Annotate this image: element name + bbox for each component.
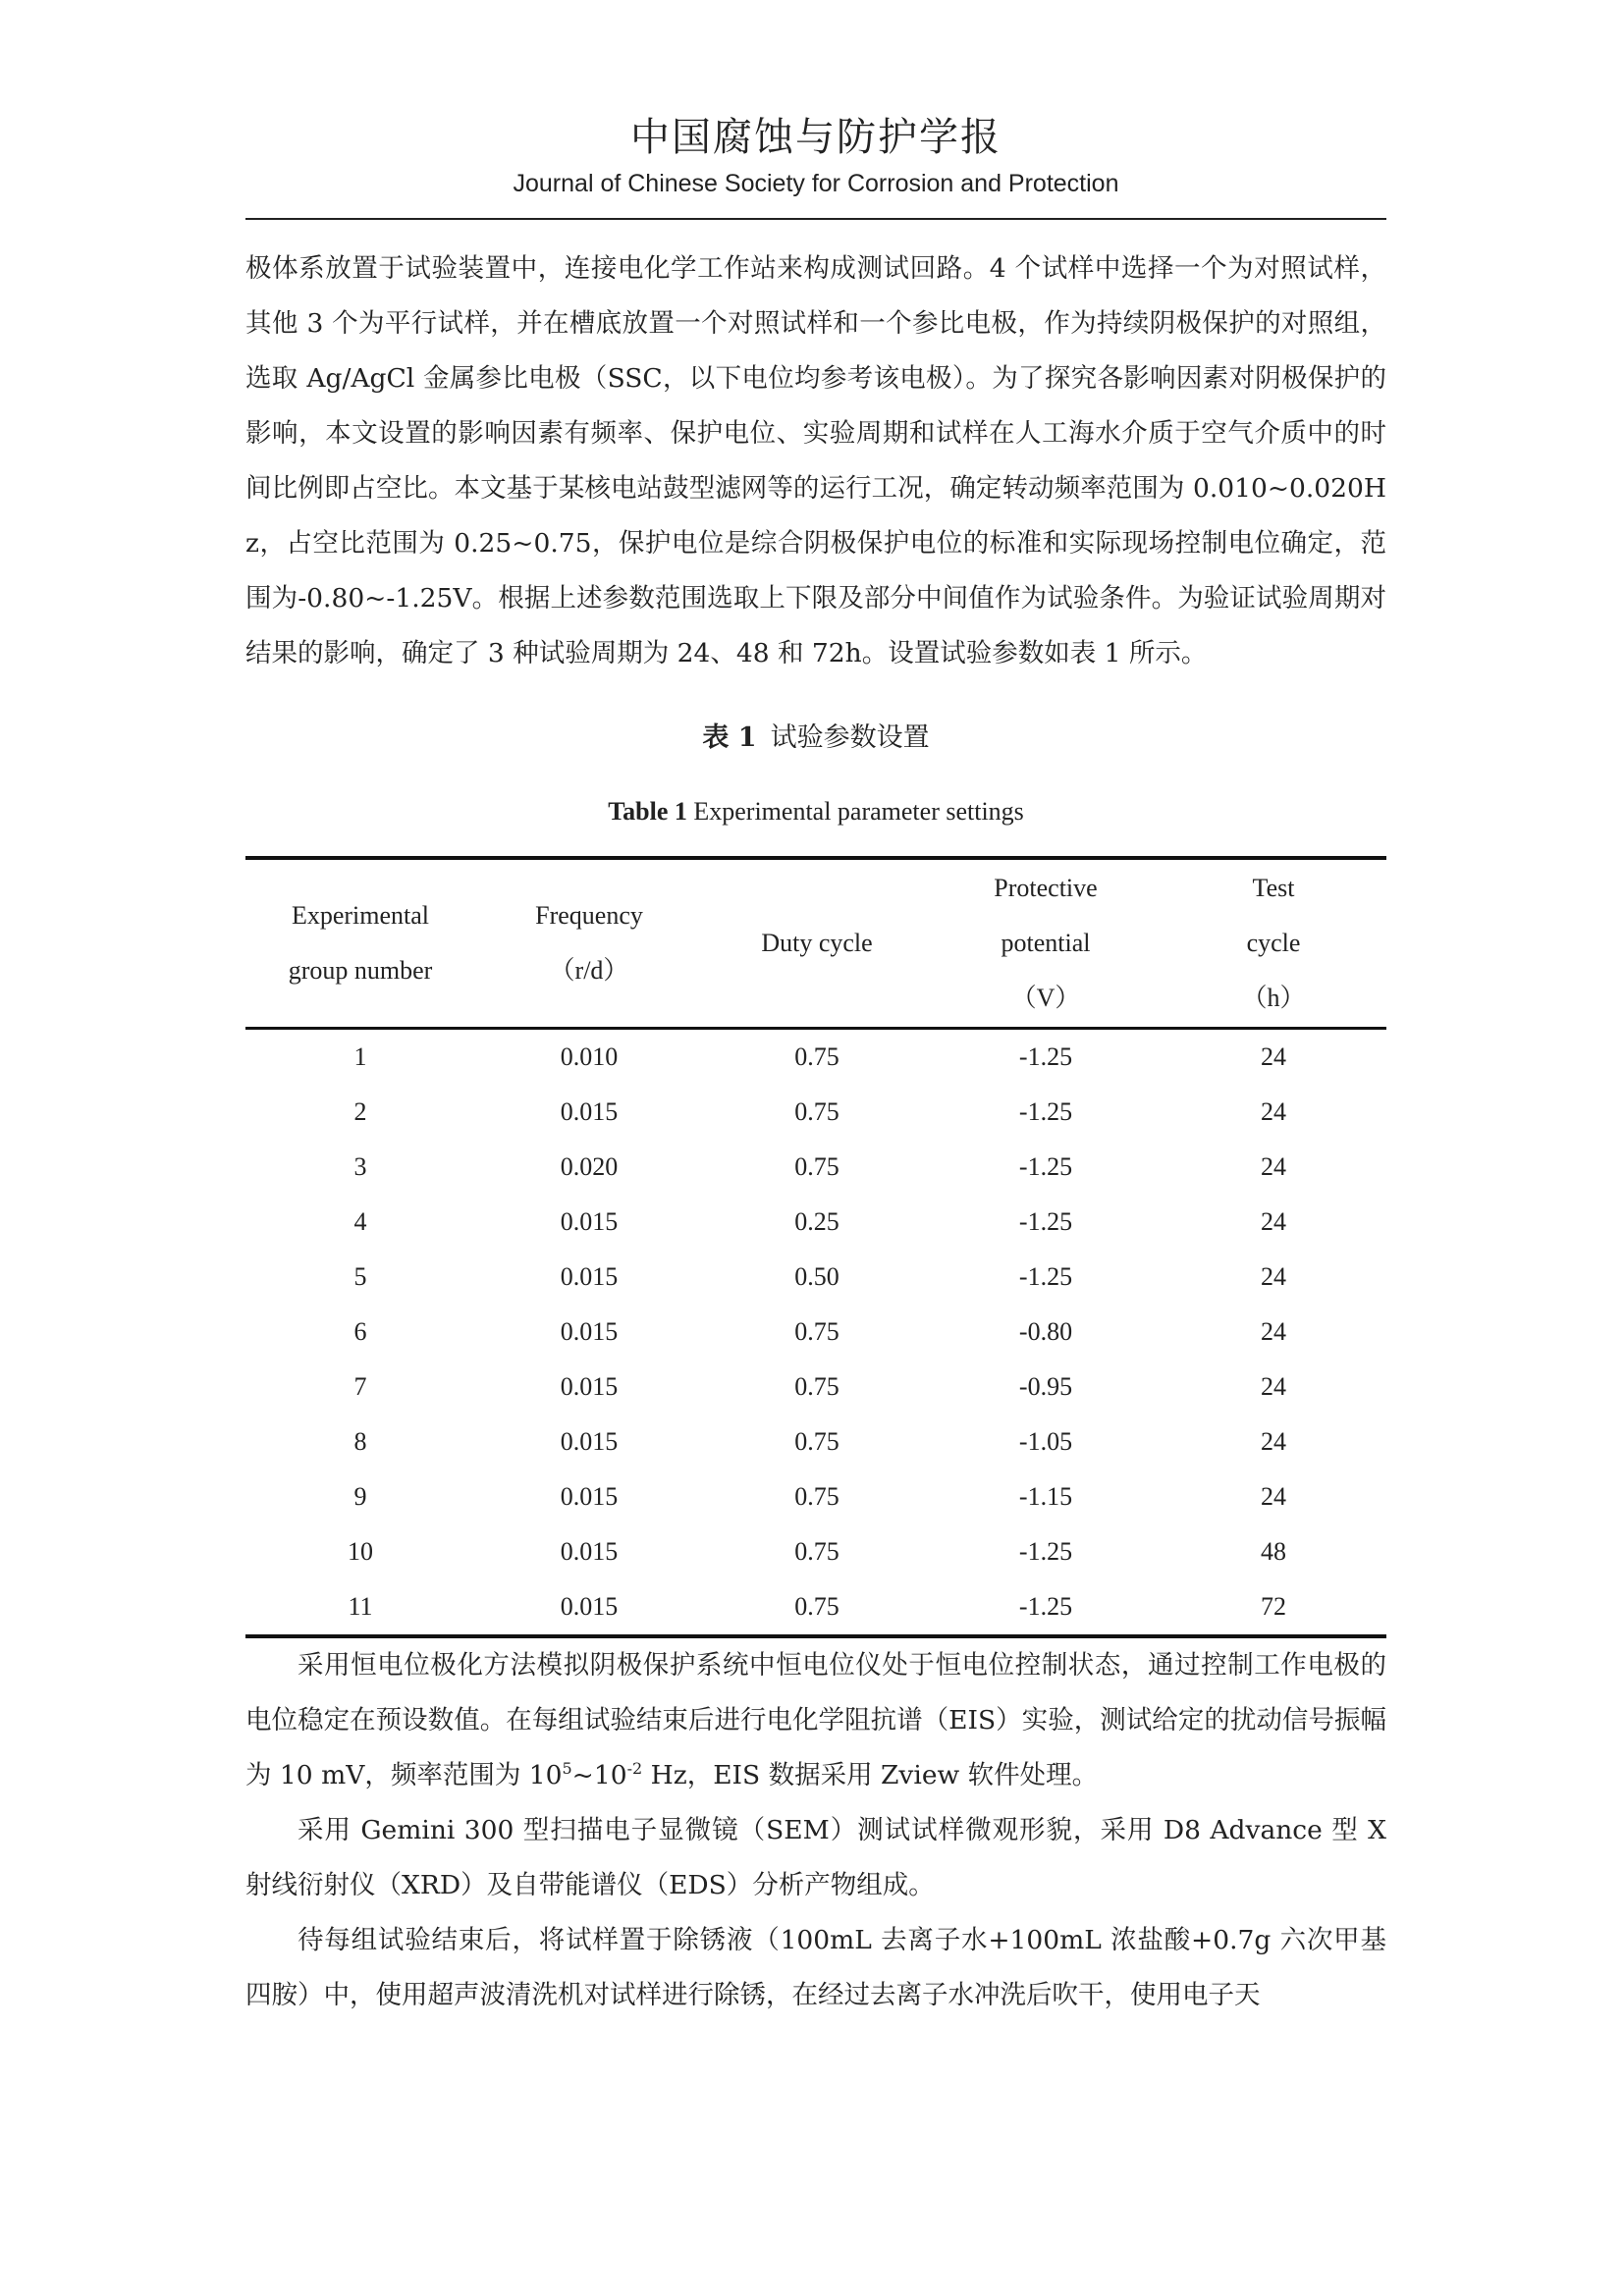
cell-test-cycle: 24 bbox=[1261, 1482, 1286, 1511]
journal-title-english: Journal of Chinese Society for Corrosion and Protection bbox=[513, 170, 1119, 197]
parameter-table-header bbox=[245, 858, 1386, 1029]
cell-protective-potential: -1.25 bbox=[1018, 1152, 1073, 1181]
cell-test-cycle: 24 bbox=[1261, 1207, 1286, 1236]
cell-frequency: 0.015 bbox=[560, 1372, 619, 1401]
journal-header bbox=[245, 112, 1386, 220]
cell-duty-cycle: 0.75 bbox=[794, 1317, 839, 1346]
cell-protective-potential: -1.25 bbox=[1018, 1207, 1073, 1236]
cell-test-cycle: 48 bbox=[1261, 1537, 1286, 1566]
cell-frequency: 0.020 bbox=[560, 1152, 619, 1181]
cell-protective-potential: -1.25 bbox=[1018, 1097, 1073, 1126]
cell-group-number: 1 bbox=[353, 1042, 367, 1071]
table-caption-english-text: Experimental parameter settings bbox=[693, 797, 1024, 826]
header-line: Frequency bbox=[535, 901, 643, 930]
cell-duty-cycle: 0.75 bbox=[703, 1579, 931, 1636]
table-row bbox=[245, 1250, 1386, 1305]
cell-protective-potential: -1.25 bbox=[1018, 1042, 1073, 1071]
cell-frequency: 0.010 bbox=[560, 1042, 619, 1071]
cell-frequency: 0.015 bbox=[560, 1317, 619, 1346]
header-line: Duty cycle bbox=[761, 929, 873, 957]
cell-duty-cycle: 0.25 bbox=[794, 1207, 839, 1236]
cell-duty-cycle: 0.75 bbox=[794, 1482, 839, 1511]
table-row bbox=[245, 1305, 1386, 1360]
eis-paragraph bbox=[245, 1638, 1386, 1803]
rust-removal-paragraph: 待每组试验结束后，将试样置于除锈液（100mL 去离子水+100mL 浓盐酸+0.7g 六次甲基四胺）中，使用超声波清洗机对试样进行除锈，在经过去离子水冲洗后吹干，使用电子天 bbox=[245, 1925, 1386, 2010]
cell-group-number: 4 bbox=[353, 1207, 367, 1236]
table-row bbox=[245, 1469, 1386, 1524]
cell-protective-potential: -1.25 bbox=[931, 1579, 1161, 1636]
table-caption-chinese-label: 表 1 bbox=[702, 722, 757, 753]
cell-protective-potential: -1.05 bbox=[1018, 1427, 1073, 1456]
header-protective-potential bbox=[931, 858, 1161, 1029]
header-line: （r/d） bbox=[549, 956, 629, 985]
header-line: （h） bbox=[1241, 984, 1306, 1012]
eis-text-middle: ~10 bbox=[571, 1760, 627, 1790]
eis-exponent-lower: -2 bbox=[626, 1759, 643, 1779]
table-row bbox=[245, 1029, 1386, 1086]
cell-frequency: 0.015 bbox=[475, 1579, 703, 1636]
journal-title-chinese: 中国腐蚀与防护学报 bbox=[630, 115, 1001, 160]
cell-frequency: 0.015 bbox=[560, 1262, 619, 1291]
page-body bbox=[245, 241, 1386, 2023]
header-line: Protective bbox=[994, 874, 1098, 902]
header-line: （V） bbox=[1010, 984, 1081, 1012]
cell-test-cycle: 24 bbox=[1261, 1262, 1286, 1291]
parameter-table bbox=[245, 856, 1386, 1638]
cell-test-cycle: 24 bbox=[1261, 1097, 1286, 1126]
cell-protective-potential: -0.80 bbox=[1018, 1317, 1073, 1346]
table-row bbox=[245, 1140, 1386, 1195]
cell-duty-cycle: 0.75 bbox=[794, 1152, 839, 1181]
cell-frequency: 0.015 bbox=[560, 1482, 619, 1511]
table-caption-chinese-text: 试验参数设置 bbox=[770, 722, 930, 753]
cell-protective-potential: -1.25 bbox=[1018, 1537, 1073, 1566]
table-caption-english bbox=[245, 793, 1386, 830]
cell-group-number: 10 bbox=[348, 1537, 373, 1566]
header-duty-cycle bbox=[703, 858, 931, 1029]
cell-test-cycle: 24 bbox=[1261, 1427, 1286, 1456]
cell-protective-potential: -0.95 bbox=[1018, 1372, 1073, 1401]
header-line: cycle bbox=[1246, 929, 1301, 957]
cell-duty-cycle: 0.75 bbox=[794, 1372, 839, 1401]
table-header-row bbox=[245, 858, 1386, 1029]
intro-paragraph: 极体系放置于试验装置中，连接电化学工作站来构成测试回路。4 个试样中选择一个为对照试样，其他 3 个为平行试样，并在槽底放置一个对照试样和一个参比电极，作为持续阴极保护的对照组，选取 Ag/AgCl 金属参比电极（SSC，以下电位均参考该电极）。为了探究各影响因素对阴极保护的影响，本文设置的影响因素有频率、保护电位、实验周期和试样在人工海水介质于空气介质中的时间比例即占空比。本文基于某核电站鼓型滤网等的运行工况，确定转动频率范围为 0.010~0.020Hz，占空比范围为 0.25~0.75，保护电位是综合阴极保护电位的标准和实际现场控制电位确定，范围为-0.80~-1.25V。根据上述参数范围选取上下限及部分中间值作为试验条件。为验证试验周期对结果的影响，确定了 3 种试验周期为 24、48 和 72h。设置试验参数如表 1 所示。 bbox=[245, 253, 1386, 668]
header-group-number bbox=[245, 858, 475, 1029]
cell-duty-cycle: 0.75 bbox=[794, 1427, 839, 1456]
cell-duty-cycle: 0.75 bbox=[794, 1097, 839, 1126]
eis-exponent-upper: 5 bbox=[562, 1759, 572, 1779]
cell-protective-potential: -1.15 bbox=[1018, 1482, 1073, 1511]
cell-group-number: 9 bbox=[353, 1482, 367, 1511]
cell-test-cycle: 24 bbox=[1261, 1317, 1286, 1346]
cell-group-number: 6 bbox=[353, 1317, 367, 1346]
eis-text-end: Hz，EIS 数据采用 Zview 软件处理。 bbox=[642, 1760, 1099, 1790]
cell-group-number: 3 bbox=[353, 1152, 367, 1181]
cell-duty-cycle: 0.75 bbox=[794, 1042, 839, 1071]
cell-group-number: 5 bbox=[353, 1262, 367, 1291]
header-line: potential bbox=[1001, 929, 1091, 957]
cell-frequency: 0.015 bbox=[560, 1097, 619, 1126]
table-row bbox=[245, 1195, 1386, 1250]
cell-group-number: 7 bbox=[353, 1372, 367, 1401]
cell-group-number: 2 bbox=[353, 1097, 367, 1126]
table-caption-chinese bbox=[245, 719, 1386, 758]
cell-protective-potential: -1.25 bbox=[1018, 1262, 1073, 1291]
header-test-cycle bbox=[1161, 858, 1386, 1029]
table-row bbox=[245, 1085, 1386, 1140]
header-line: Test bbox=[1252, 874, 1295, 902]
cell-test-cycle: 72 bbox=[1161, 1579, 1386, 1636]
cell-frequency: 0.015 bbox=[560, 1537, 619, 1566]
parameter-table-body bbox=[245, 1029, 1386, 1637]
cell-frequency: 0.015 bbox=[560, 1427, 619, 1456]
header-line: group number bbox=[288, 956, 433, 985]
cell-group-number: 8 bbox=[353, 1427, 367, 1456]
table-row bbox=[245, 1524, 1386, 1579]
cell-test-cycle: 24 bbox=[1261, 1372, 1286, 1401]
header-line: Experimental bbox=[291, 901, 430, 930]
table-caption-english-label: Table 1 bbox=[608, 797, 687, 826]
table-row bbox=[245, 1360, 1386, 1415]
cell-test-cycle: 24 bbox=[1261, 1152, 1286, 1181]
table-row bbox=[245, 1579, 1386, 1636]
cell-duty-cycle: 0.75 bbox=[794, 1537, 839, 1566]
cell-test-cycle: 24 bbox=[1261, 1042, 1286, 1071]
eis-text-start: 采用恒电位极化方法模拟阴极保护系统中恒电位仪处于恒电位控制状态，通过控制工作电极的电位稳定在预设数值。在每组试验结束后进行电化学阻抗谱（EIS）实验，测试给定的扰动信号振幅为 10 mV，频率范围为 10 bbox=[245, 1650, 1386, 1790]
cell-group-number: 11 bbox=[245, 1579, 475, 1636]
cell-duty-cycle: 0.50 bbox=[794, 1262, 839, 1291]
header-frequency bbox=[475, 858, 703, 1029]
table-row bbox=[245, 1415, 1386, 1469]
cell-frequency: 0.015 bbox=[560, 1207, 619, 1236]
sem-paragraph: 采用 Gemini 300 型扫描电子显微镜（SEM）测试试样微观形貌，采用 D8 Advance 型 X 射线衍射仪（XRD）及自带能谱仪（EDS）分析产物组成。 bbox=[245, 1815, 1386, 1900]
